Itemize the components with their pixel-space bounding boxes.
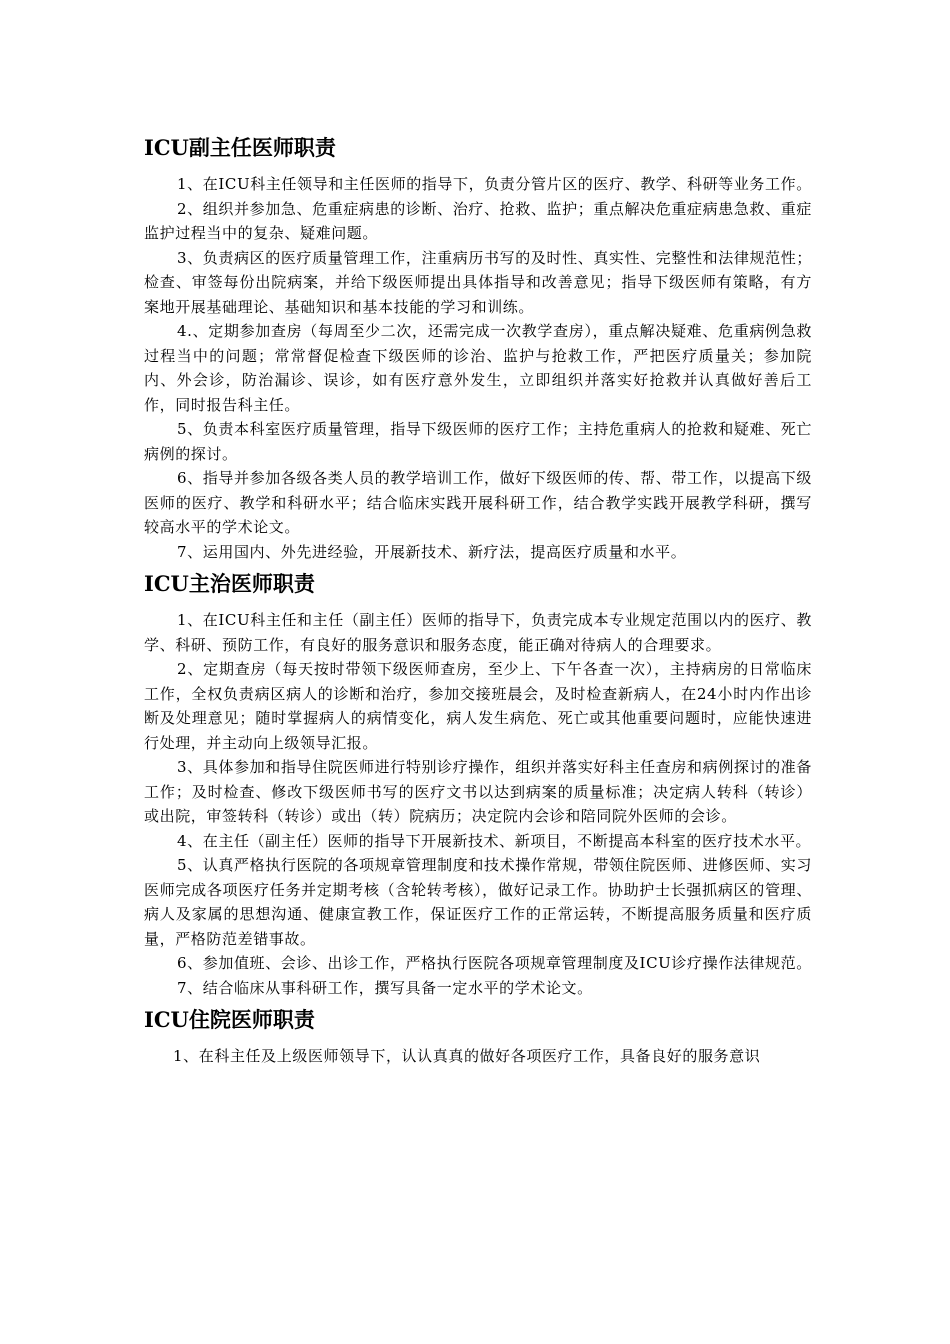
paragraph: 5、负责本科室医疗质量管理，指导下级医师的医疗工作；主持危重病人的抢救和疑难、死亡病例的探讨。 [144,420,812,463]
section-resident-physician [144,1004,812,1069]
section-heading: ICU副主任医师职责 [144,135,336,160]
section-attending-physician [144,568,812,1000]
paragraph: 4.、定期参加查房（每周至少二次，还需完成一次教学查房），重点解决疑难、危重病例急救过程当中的问题；常常督促检查下级医师的诊治、监护与抢救工作，严把医疗质量关；参加院内、外会诊，防治漏诊、误诊，如有医疗意外发生，立即组织并落实好抢救并认真做好善后工作，同时报告科主任。 [144,322,812,414]
paragraph: 1、在科主任及上级医师领导下，认认真真的做好各项医疗工作，具备良好的服务意识 [173,1047,761,1065]
paragraph: 2、组织并参加急、危重症病患的诊断、治疗、抢救、监护；重点解决危重症病患急救、重症监护过程当中的复杂、疑难问题。 [144,199,812,242]
section-heading: ICU主治医师职责 [144,571,315,596]
paragraph: 7、运用国内、外先进经验，开展新技术、新疗法，提高医疗质量和水平。 [177,542,687,561]
paragraph: 6、指导并参加各级各类人员的教学培训工作，做好下级医师的传、帮、带工作，以提高下级医师的医疗、教学和科研水平；结合临床实践开展科研工作，结合教学实践开展教学科研，撰写较高水平的学术论文。 [144,469,812,536]
paragraph: 6、参加值班、会诊、出诊工作，严格执行医院各项规章管理制度及ICU诊疗操作法律规范。 [177,954,812,972]
paragraph: 1、在ICU科主任领导和主任医师的指导下，负责分管片区的医疗、教学、科研等业务工作。 [177,175,812,193]
paragraph: 5、认真严格执行医院的各项规章管理制度和技术操作常规，带领住院医师、进修医师、实习医师完成各项医疗任务并定期考核（含轮转考核），做好记录工作。协助护士长强抓病区的管理、病人及家属的思想沟通、健康宣教工作，保证医疗工作的正常运转，不断提高服务质量和医疗质量，严格防范差错事故。 [144,856,812,948]
paragraph: 2、定期查房（每天按时带领下级医师查房，至少上、下午各查一次），主持病房的日常临床工作，全权负责病区病人的诊断和治疗，参加交接班晨会，及时检查新病人，在24小时内作出诊断及处理意见；随时掌握病人的病情变化，病人发生病危、死亡或其他重要问题时，应能快速进行处理，并主动向上级领导汇报。 [144,660,812,752]
document-page [144,132,812,1069]
paragraph: 1、在ICU科主任和主任（副主任）医师的指导下，负责完成本专业规定范围以内的医疗、教学、科研、预防工作，有良好的服务意识和服务态度，能正确对待病人的合理要求。 [144,611,812,654]
section-deputy-chief-physician [144,132,812,564]
section-heading: ICU住院医师职责 [144,1007,315,1032]
paragraph: 3、负责病区的医疗质量管理工作，注重病历书写的及时性、真实性、完整性和法律规范性；检查、审签每份出院病案，并给下级医师提出具体指导和改善意见；指导下级医师有策略，有方案地开展基础理论、基础知识和基本技能的学习和训练。 [144,248,812,316]
paragraph: 4、在主任（副主任）医师的指导下开展新技术、新项目，不断提高本科室的医疗技术水平。 [177,831,812,850]
paragraph: 3、具体参加和指导住院医师进行特别诊疗操作，组织并落实好科主任查房和病例探讨的准备工作；及时检查、修改下级医师书写的医疗文书以达到病案的质量标准；决定病人转科（转诊）或出院，审签转科（转诊）或出（转）院病历；决定院内会诊和陪同院外医师的会诊。 [144,758,812,825]
paragraph: 7、结合临床从事科研工作，撰写具备一定水平的学术论文。 [177,978,593,997]
